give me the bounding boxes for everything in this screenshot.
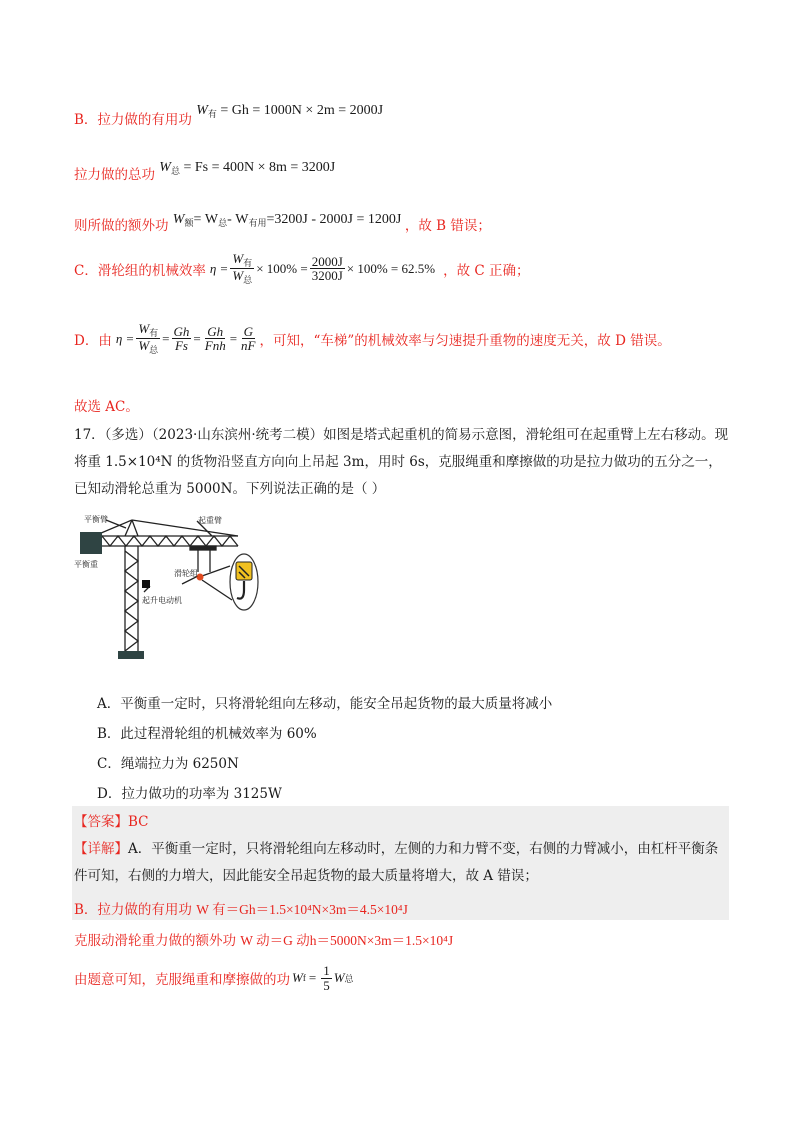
friction-work-line — [74, 964, 354, 992]
detail-b-eq: W 有＝Gh＝1.5×10⁴N×3m＝4.5×10⁴J — [196, 902, 408, 917]
label-boom: 起重臂 — [198, 516, 222, 525]
d-frac-1: $\frac{W_有}{W_总}$ — [138, 321, 159, 356]
question-17-text: 17．（多选）（2023·山东滨州·统考二模）如图是塔式起重机的简易示意图，滑轮组可在起重臂上左右移动。现将重 1.5×10⁴N 的货物沿竖直方向向上吊起 3m，用时 6s，克服绳重和摩擦做的功是拉力做功的五分之一，已知动滑轮总重为 5000N。下列说法正确的是（ ） — [74, 427, 729, 497]
extra-work-tail: ，故 B 错误； — [404, 218, 491, 234]
motor-block — [142, 580, 150, 588]
answer-line — [74, 810, 149, 830]
d-line — [74, 322, 671, 356]
answer-label: 【答案】 — [74, 814, 128, 830]
option-a: A．平衡重一定时，只将滑轮组向左移动，能安全吊起货物的最大质量将减小 — [97, 696, 553, 712]
extra-work-formula: $W_额= W_总-$ $W_{有用}=3200J - 2000J = 1200J$ — [172, 212, 402, 228]
option-d: D．拉力做功的功率为 3125W — [97, 786, 282, 802]
total-work-line — [74, 160, 336, 185]
c-frac-2: $\frac{2000J}{3200J}$ — [311, 253, 343, 284]
extra-motion-eq: W 动＝G 动h＝5000N×3m＝1.5×10⁴J — [240, 933, 454, 948]
counterweight-block — [80, 532, 102, 554]
c-formula: η = $\frac{W_有}{W_总}$ × 100% = $\frac{2000J}{3200J}$ × 100% = 62.5% — [209, 251, 436, 286]
c-tail: ，故 C 正确； — [443, 262, 530, 279]
tower-base — [118, 651, 144, 659]
d-frac-4: $\frac{G}{nF}$ — [241, 323, 256, 354]
extra-work-label: 则所做的额外功 — [74, 218, 169, 234]
c-efficiency-line — [74, 252, 530, 286]
friction-frac: $\frac{1}{5}$ — [323, 963, 330, 993]
b-useful-label: B．拉力做的有用功 — [74, 112, 192, 128]
label-pulley: 滑轮组 — [174, 569, 198, 578]
d-label: D．由 — [74, 332, 112, 349]
friction-label: 由题意可知，克服绳重和摩擦做的功 — [74, 972, 290, 989]
b-useful-work-line — [74, 103, 384, 130]
label-balance-arm: 平衡臂 — [84, 515, 108, 524]
b-useful-formula: $W_有 = Gh = 1000N \times 2m = 2000J$ — [196, 103, 384, 119]
crane-figure — [72, 506, 272, 666]
crane-diagram — [72, 506, 272, 666]
friction-formula: W f = $\frac{1}{5}$ W 总 — [292, 963, 354, 993]
detail-b — [74, 898, 408, 918]
extra-motion-label: 克服动滑轮重力做的额外功 — [74, 933, 241, 949]
d-tail: ，可知，“车梯”的机械效率与匀速提升重物的速度无关，故 D 错误。 — [259, 332, 671, 349]
d-formula: η = $\frac{W_有}{W_总}$ = $\frac{Gh}{Fs}$ = $\frac{Gh}{\text{Fnh}}$ = $\frac{G}{nF}$ — [115, 321, 256, 356]
total-work-formula: $W_总 = Fs = 400N \times 8m = 3200J$ — [159, 160, 336, 176]
extra-work-line — [74, 214, 491, 236]
extra-motion-work — [74, 929, 453, 949]
d-frac-2: $\frac{Gh}{Fs}$ — [173, 323, 190, 354]
detail-a — [74, 836, 730, 890]
d-frac-3: $\frac{Gh}{\text{Fnh}}$ — [204, 323, 226, 354]
total-work-label: 拉力做的总功 — [74, 167, 155, 183]
c-frac-1: $\frac{W_有}{W_总}$ — [232, 251, 253, 286]
detail-label: 【详解】 — [74, 841, 128, 857]
label-motor: 起升电动机 — [142, 596, 182, 605]
option-b: B．此过程滑轮组的机械效率为 60% — [97, 726, 317, 742]
detail-b-label: B．拉力做的有用功 — [74, 902, 197, 918]
detail-a-text: A．平衡重一定时，只将滑轮组向左移动时，左侧的力和力臂不变，右侧的力臂减小，由杠杆平衡条件可知，右侧的力増大，因此能安全吊起货物的最大质量将增大，故 A 错误； — [74, 841, 719, 884]
conclusion: 故选 AC。 — [74, 399, 139, 415]
label-counterweight: 平衡重 — [74, 560, 98, 569]
option-c: C．绳端拉力为 6250N — [97, 756, 239, 772]
c-label: C．滑轮组的机械效率 — [74, 262, 206, 279]
answer-value: BC — [128, 814, 149, 830]
